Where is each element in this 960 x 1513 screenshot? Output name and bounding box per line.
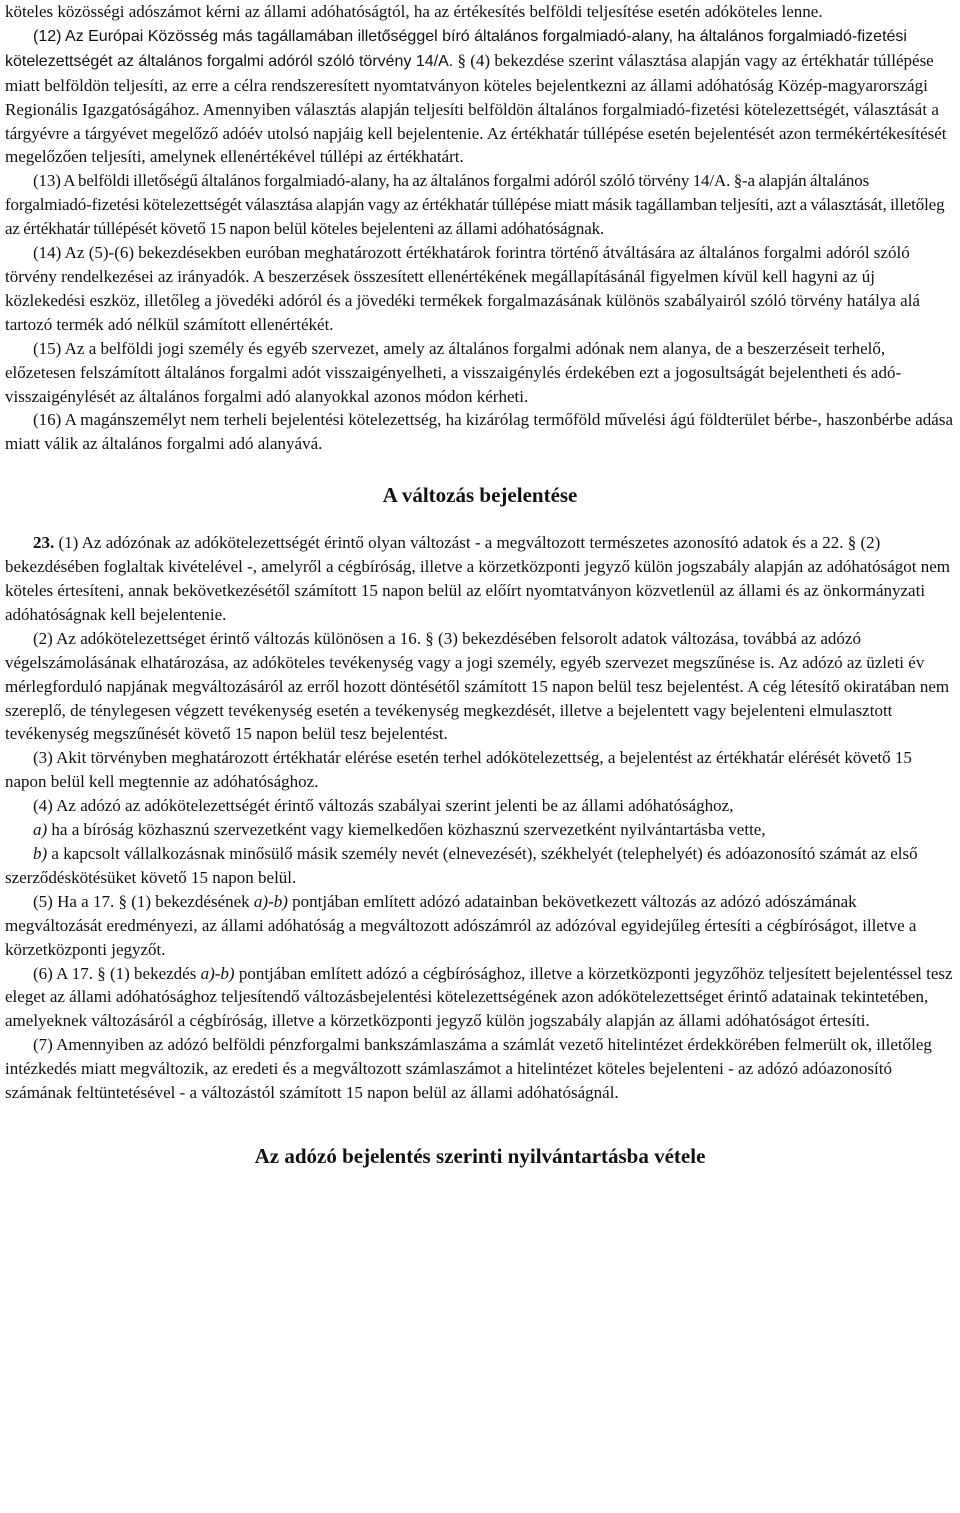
section-heading-change-notification: A változás bejelentése: [382, 483, 578, 508]
paragraph-12: [5, 24, 955, 169]
paragraph-12-sans-part: (12) Az Európai Közösség más tagállamában illetőséggel bíró általános forgalmiadó-alany, ha általános forgalmiadó-fizetési kötelezettségét az általános forgalmi adóról szóló törvény 14/A.: [5, 27, 907, 70]
paragraph-16: (16) A magánszemélyt nem terheli bejelentési kötelezettség, ha kizárólag termőföld művelési ágú földterület bérbe-, haszonbérbe adása miatt válik az általános forgalmi adó alanyává.: [5, 410, 954, 454]
section-heading-registration: Az adózó bejelentés szerinti nyilvántartásba vétele: [254, 1143, 706, 1168]
section-23-paragraph-5: [5, 890, 955, 962]
paragraph-12-rest: § (4) bekezdése szerint választása alapján vagy az értékhatár túllépése miatt belföldön teljesíti, az erre a célra rendszeresített nyomtatványon köteles bejelentkezni az állami adóhatóság Közép-magyarországi Regionális Igazgatóságához. Amennyiben választás alapján teljesíti belföldön általános forgalmiadó-fizetési kötelezettségét, választását a tárgyévre a tárgyévet megelőző adóév utolsó napjáig kell bejelentenie. Az értékhatár túllépése esetén bejelentését azon termékértékesítését megelőzően teljesíti, amelynek ellenértékével túllépi az értékhatárt.: [5, 50, 947, 167]
point-label-a: a): [33, 820, 48, 840]
paragraph-14: (14) Az (5)-(6) bekezdésekben euróban meghatározott értékhatárok forintra történő átváltására az általános forgalmi adóról szóló törvény rendelkezései az irányadók. A beszerzések összesített ellenértékének megállapításánál figyelmen kívül kell hagyni az új közlekedési eszköz, illetőleg a jövedéki adóról és a jövedéki termékek forgalmazásának különös szabályairól szóló törvény hatálya alá tartozó termék adó nélkül számított ellenértékét.: [5, 243, 920, 334]
paragraph-5-ref: a)-b): [253, 891, 288, 911]
section-23-paragraph-4a: [5, 818, 955, 842]
document-page: [5, 0, 955, 1169]
point-text-b: a kapcsolt vállalkozásnak minősülő másik személy nevét (elnevezését), székhelyét (telephelyét) és adóazonosító számát az első szerződéskötésüket követő 15 napon belül.: [5, 844, 918, 887]
section-23-paragraph-4b: [5, 842, 955, 890]
section-23-paragraph-7: (7) Amennyiben az adózó belföldi pénzforgalmi bankszámlaszáma a számlát vezető hitelintézet érdekkörében felmerült ok, illetőleg intézkedés miatt megváltozik, az eredeti és a megváltozott számlaszámot a hitelintézet köteles bejelenteni - az adózó adóazonosító számának feltüntetésével - a változástól számított 15 napon belül az állami adóhatóságnál.: [5, 1035, 932, 1103]
section-23-paragraph-6: [5, 962, 955, 1034]
paragraph-6-ref: a)-b): [200, 963, 235, 983]
section-23-paragraph-1-text: (1) Az adózónak az adókötelezettségét érintő olyan változást - a megváltozott természetes azonosító adatok és a 22. § (2) bekezdésében foglaltak kivételével -, amelyről a cégbíróság, illetve a körzetközponti jegyző külön jogszabály alapján az adóhatóságot nem köteles értesíteni, annak bekövetkezésétől számított 15 napon belül az előírt nyomtatványon közvetlenül az állami és az önkormányzati adóhatóságnak kell bejelentenie.: [5, 533, 951, 624]
section-23-paragraph-4: (4) Az adózó az adókötelezettségét érintő változás szabályai szerint jelenti be az állami adóhatósághoz,: [33, 796, 734, 816]
section-23-paragraph-2: (2) Az adókötelezettséget érintő változás különösen a 16. § (3) bekezdésében felsorolt adatok változása, továbbá az adózó végelszámolásának elhatározása, az adóköteles tevékenység vagy a jogi személy, egyéb szervezet megszűnése is. Az adózó az üzleti év mérlegforduló napjának megváltozásáról az erről hozott döntésétől számított 15 napon belül tesz bejelentést. A cég létesítő okiratában nem szereplő, de ténylegesen végzett tevékenység esetén a tevékenység megkezdését, illetve a bejelentett vagy bejelenteni elmulasztott tevékenység megszűnését követő 15 napon belül tesz bejelentést.: [5, 628, 950, 744]
section-23-paragraph-3: (3) Akit törvényben meghatározott értékhatár elérése esetén terhel adókötelezettség, a bejelentést az értékhatár elérését követő 15 napon belül kell megtennie az adóhatósághoz.: [5, 748, 912, 792]
section-number: 23.: [33, 533, 55, 553]
paragraph-6-start: (6) A 17. § (1) bekezdés: [33, 963, 201, 983]
paragraph-13: (13) A belföldi illetőségű általános forgalmiadó-alany, ha az általános forgalmi adóról szóló törvény 14/A. §-a alapján általános forgalmiadó-fizetési kötelezettségét választása alapján vagy az értékhatár túllépése miatt másik tagállamban teljesíti, azt a választását, illetőleg az értékhatár túllépését követő 15 napon belül köteles bejelenteni az állami adóhatóságnak.: [5, 171, 945, 239]
paragraph-6-end: pontjában említett adózó a cégbírósághoz, illetve a körzetközponti jegyzőhöz teljesített bejelentéssel tesz eleget az állami adóhatósághoz teljesítendő változásbejelentési kötelezettségének azon adókötelezettséget érintő adatainak tekintetében, amelyeknek változásáról a cégbíróság, illetve a körzetközponti jegyző külön jogszabály alapján az állami adóhatóságot értesíti.: [5, 963, 953, 1031]
paragraph-15: (15) Az a belföldi jogi személy és egyéb szervezet, amely az általános forgalmi adónak nem alanya, de a beszerzéseit terhelő, előzetesen felszámított általános forgalmi adót visszaigényelheti, a visszaigénylés érdekében ezt a jogosultságát bejelentheti és adó-visszaigénylését az általános forgalmi adó alanyokkal azonos módon kérheti.: [5, 338, 902, 406]
paragraph-intro: köteles közösségi adószámot kérni az állami adóhatóságtól, ha az értékesítés belföldi teljesítése esetén adóköteles lenne.: [5, 2, 823, 21]
point-text-a: ha a bíróság közhasznú szervezetként vagy kiemelkedően közhasznú szervezetként nyilvántartásba vette,: [47, 820, 766, 840]
point-label-b: b): [33, 844, 48, 863]
paragraph-5-start: (5) Ha a 17. § (1) bekezdésének: [33, 891, 254, 911]
section-23-paragraph-1: [5, 531, 955, 627]
paragraph-5-end: pontjában említett adózó adatainban bekövetkezett változás az adózó adószámának megváltozását eredményezi, az állami adóhatóság a megváltozott adószámról az adózóval egyidejűleg értesíti a cégbíróságot, illetve a körzetközponti jegyzőt.: [5, 891, 917, 959]
